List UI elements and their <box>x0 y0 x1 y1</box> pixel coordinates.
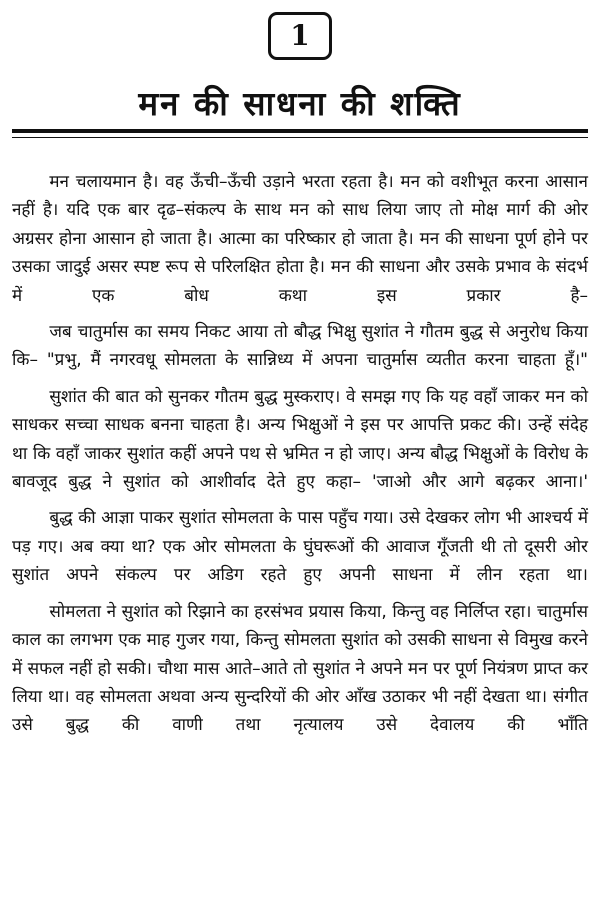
paragraph-intro: मन चलायमान है। वह ऊँची–ऊँची उड़ाने भरता रहता है। मन को वशीभूत करना आसान नहीं है। यदि एक बार दृढ–संकल्प के साथ मन को साध लिया जाए तो मोक्ष मार्ग की ओर अग्रसर होना आसान हो जाता है। आत्मा का परिष्कार हो जाता है। मन की साधना पूर्ण होने पर उसका जादुई असर स्पष्ट रूप से परिलक्षित होता है। मन की साधना और उसके प्रभाव के संदर्भ में एक बोध कथा इस प्रकार है– <box>12 172 588 306</box>
paragraph-blessing: सुशांत की बात को सुनकर गौतम बुद्ध मुस्कराए। वे समझ गए कि यह वहाँ जाकर मन को साधकर सच्चा साधक बनना चाहता है। अन्य भिक्षुओं ने इस पर आपत्ति प्रकट की। उन्हें संदेह था कि वहाँ जाकर सुशांत कहीं अपने पथ से भ्रमित न हो जाए। अन्य बौद्ध भिक्षुओं के विरोध के बावजूद बुद्ध ने सुशांत को आशीर्वाद देते हुए कहा– 'जाओ और आगे बढ़कर आना।' <box>12 386 588 493</box>
chapter-number-box: 1 <box>268 12 332 60</box>
title-divider-thick <box>12 129 588 133</box>
paragraph-arrival: बुद्ध की आज्ञा पाकर सुशांत सोमलता के पास पहुँच गया। उसे देखकर लोग भी आश्चर्य में पड़ गए। अब क्या था? एक ओर सोमलता के घुंघरूओं की आवाज गूँजती थी तो दूसरी ओर सुशांत अपने संकल्प पर अडिग रहते हुए अपनी साधना में लीन रहता था। <box>12 508 588 586</box>
paragraph-temptation: सोमलता ने सुशांत को रिझाने का हरसंभव प्रयास किया, किन्तु वह निर्लिप्त रहा। चातुर्मास काल का लगभग एक माह गुजर गया, किन्तु सोमलता सुशांत को उसकी साधना से विमुख करने में सफल नहीं हो सकी। चौथा मास आते–आते तो सुशांत ने अपने मन पर पूर्ण नियंत्रण प्राप्त कर लिया था। वह सोमलता अथवा अन्य सुन्दरियों की ओर आँख उठाकर भी नहीं देखता था। संगीत उसे बुद्ध की वाणी तथा नृत्यालय उसे देवालय की भाँति <box>12 601 588 736</box>
chapter-number-wrapper <box>0 12 600 60</box>
chapter-title: मन की साधना की शक्ति <box>138 84 462 123</box>
chapter-body <box>12 168 588 748</box>
title-divider-thin <box>12 137 588 138</box>
paragraph-request: जब चातुर्मास का समय निकट आया तो बौद्ध भिक्षु सुशांत ने गौतम बुद्ध से अनुरोध किया कि– "प्रभु, मैं नगरवधू सोमलता के सान्निध्य में अपना चातुर्मास व्यतीत करना चाहता हूँ।" <box>12 322 588 371</box>
